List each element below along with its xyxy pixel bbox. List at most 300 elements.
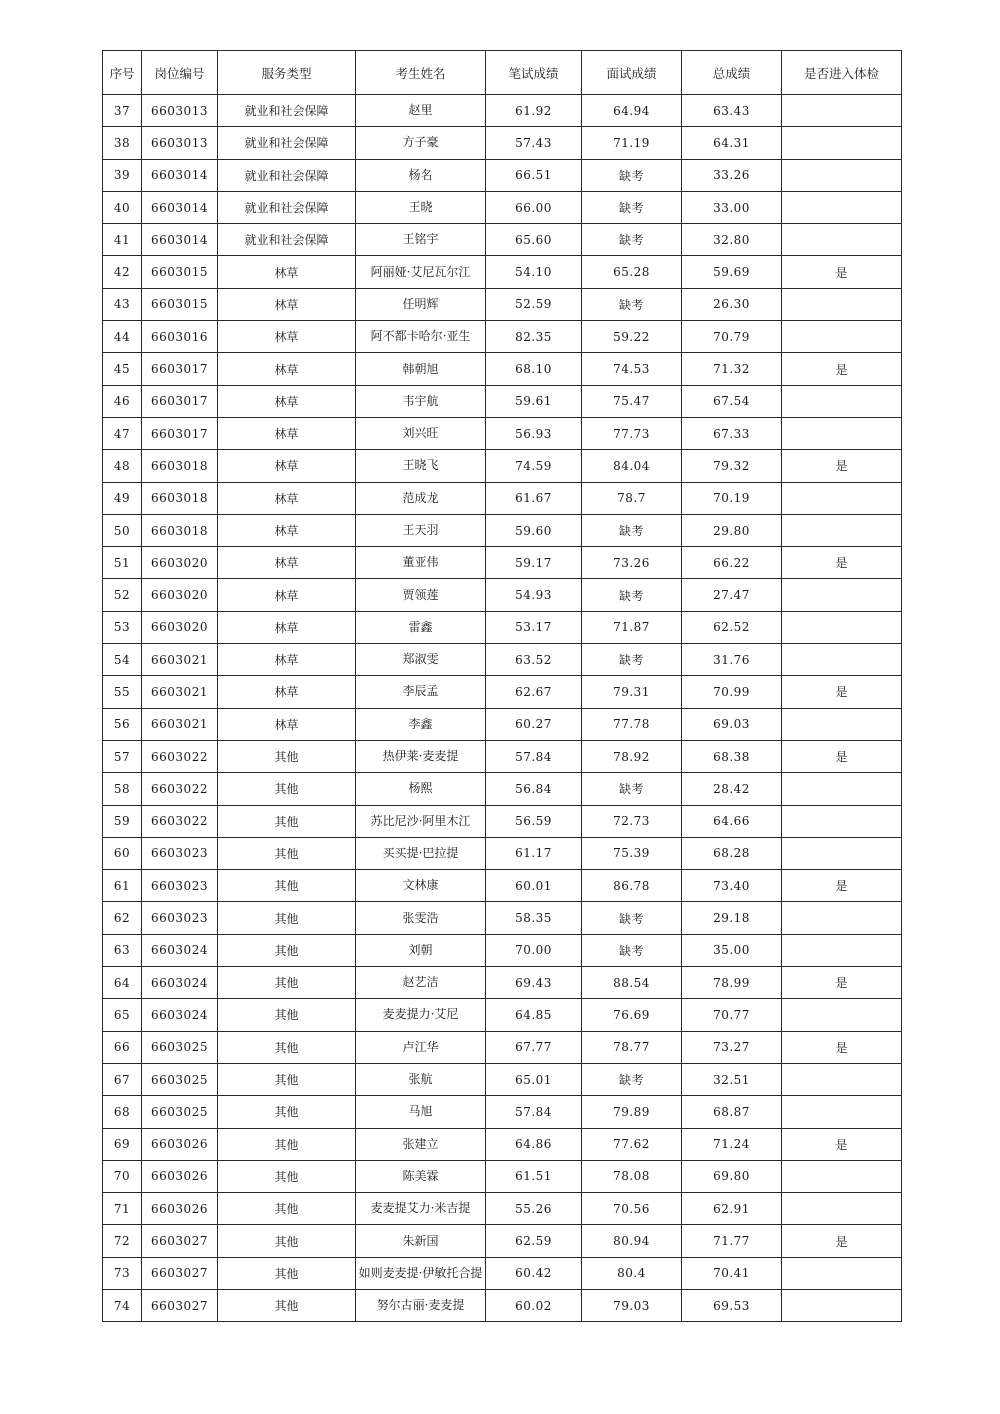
cell-candidate-name: 努尔古丽·麦麦提 [356, 1289, 486, 1321]
cell-position-code: 6603018 [142, 450, 218, 482]
cell-position-code: 6603026 [142, 1193, 218, 1225]
header-position-code: 岗位编号 [142, 51, 218, 95]
cell-candidate-name: 董亚伟 [356, 547, 486, 579]
table-row [103, 999, 902, 1031]
header-service-type: 服务类型 [218, 51, 356, 95]
cell-interview-score: 75.47 [582, 385, 682, 417]
cell-total-score: 71.32 [682, 353, 782, 385]
table-row [103, 514, 902, 546]
cell-written-score: 56.84 [486, 773, 582, 805]
cell-interview-score: 88.54 [582, 967, 682, 999]
cell-position-code: 6603023 [142, 837, 218, 869]
table-row [103, 1063, 902, 1095]
cell-total-score: 62.52 [682, 611, 782, 643]
cell-interview-score: 77.62 [582, 1128, 682, 1160]
header-candidate-name: 考生姓名 [356, 51, 486, 95]
table-header-row [103, 51, 902, 95]
cell-physical-exam: 是 [782, 1128, 902, 1160]
cell-physical-exam [782, 288, 902, 320]
cell-candidate-name: 方子豪 [356, 127, 486, 159]
cell-total-score: 73.27 [682, 1031, 782, 1063]
cell-interview-score: 缺考 [582, 159, 682, 191]
cell-interview-score: 缺考 [582, 773, 682, 805]
cell-written-score: 66.51 [486, 159, 582, 191]
cell-physical-exam [782, 1160, 902, 1192]
cell-interview-score: 79.31 [582, 676, 682, 708]
header-interview-score: 面试成绩 [582, 51, 682, 95]
cell-physical-exam [782, 708, 902, 740]
cell-written-score: 64.86 [486, 1128, 582, 1160]
cell-physical-exam: 是 [782, 353, 902, 385]
cell-interview-score: 73.26 [582, 547, 682, 579]
cell-position-code: 6603021 [142, 708, 218, 740]
cell-total-score: 70.77 [682, 999, 782, 1031]
cell-candidate-name: 雷鑫 [356, 611, 486, 643]
cell-service-type: 其他 [218, 1193, 356, 1225]
cell-service-type: 其他 [218, 902, 356, 934]
cell-candidate-name: 麦麦提艾力·米吉提 [356, 1193, 486, 1225]
cell-index: 58 [103, 773, 142, 805]
cell-service-type: 其他 [218, 773, 356, 805]
cell-index: 38 [103, 127, 142, 159]
cell-index: 61 [103, 870, 142, 902]
cell-index: 59 [103, 805, 142, 837]
cell-index: 60 [103, 837, 142, 869]
cell-physical-exam [782, 95, 902, 127]
cell-interview-score: 72.73 [582, 805, 682, 837]
cell-written-score: 65.01 [486, 1063, 582, 1095]
cell-total-score: 64.66 [682, 805, 782, 837]
cell-physical-exam: 是 [782, 1225, 902, 1257]
cell-position-code: 6603021 [142, 644, 218, 676]
cell-written-score: 61.67 [486, 482, 582, 514]
cell-position-code: 6603013 [142, 127, 218, 159]
cell-written-score: 53.17 [486, 611, 582, 643]
cell-position-code: 6603023 [142, 870, 218, 902]
cell-service-type: 其他 [218, 967, 356, 999]
table-row [103, 1031, 902, 1063]
table-row [103, 1096, 902, 1128]
cell-total-score: 70.99 [682, 676, 782, 708]
cell-index: 45 [103, 353, 142, 385]
cell-index: 57 [103, 740, 142, 772]
table-row [103, 1225, 902, 1257]
cell-written-score: 74.59 [486, 450, 582, 482]
cell-interview-score: 缺考 [582, 288, 682, 320]
cell-total-score: 68.28 [682, 837, 782, 869]
cell-written-score: 59.60 [486, 514, 582, 546]
cell-position-code: 6603016 [142, 321, 218, 353]
cell-candidate-name: 赵艺洁 [356, 967, 486, 999]
cell-physical-exam: 是 [782, 870, 902, 902]
table-row [103, 191, 902, 223]
table-row [103, 1128, 902, 1160]
cell-index: 46 [103, 385, 142, 417]
cell-total-score: 68.38 [682, 740, 782, 772]
cell-physical-exam [782, 999, 902, 1031]
table-row [103, 256, 902, 288]
cell-total-score: 27.47 [682, 579, 782, 611]
cell-candidate-name: 张航 [356, 1063, 486, 1095]
table-row [103, 450, 902, 482]
cell-physical-exam: 是 [782, 450, 902, 482]
cell-interview-score: 缺考 [582, 514, 682, 546]
cell-candidate-name: 阿不都卡哈尔·亚生 [356, 321, 486, 353]
cell-index: 65 [103, 999, 142, 1031]
table-row [103, 837, 902, 869]
cell-position-code: 6603015 [142, 256, 218, 288]
cell-total-score: 64.31 [682, 127, 782, 159]
cell-interview-score: 70.56 [582, 1193, 682, 1225]
cell-physical-exam: 是 [782, 967, 902, 999]
cell-physical-exam [782, 482, 902, 514]
header-written-score: 笔试成绩 [486, 51, 582, 95]
cell-position-code: 6603025 [142, 1096, 218, 1128]
cell-written-score: 62.67 [486, 676, 582, 708]
cell-written-score: 56.93 [486, 417, 582, 449]
cell-written-score: 57.84 [486, 740, 582, 772]
cell-physical-exam [782, 644, 902, 676]
cell-total-score: 69.80 [682, 1160, 782, 1192]
cell-service-type: 林草 [218, 353, 356, 385]
cell-index: 67 [103, 1063, 142, 1095]
cell-written-score: 56.59 [486, 805, 582, 837]
cell-position-code: 6603020 [142, 547, 218, 579]
cell-index: 44 [103, 321, 142, 353]
cell-index: 62 [103, 902, 142, 934]
cell-total-score: 35.00 [682, 934, 782, 966]
cell-position-code: 6603027 [142, 1225, 218, 1257]
cell-written-score: 57.84 [486, 1096, 582, 1128]
cell-position-code: 6603022 [142, 773, 218, 805]
cell-interview-score: 64.94 [582, 95, 682, 127]
cell-candidate-name: 卢江华 [356, 1031, 486, 1063]
cell-physical-exam [782, 773, 902, 805]
cell-physical-exam: 是 [782, 740, 902, 772]
cell-total-score: 78.99 [682, 967, 782, 999]
cell-index: 68 [103, 1096, 142, 1128]
cell-interview-score: 80.94 [582, 1225, 682, 1257]
cell-service-type: 其他 [218, 1289, 356, 1321]
table-row [103, 870, 902, 902]
cell-interview-score: 86.78 [582, 870, 682, 902]
cell-total-score: 33.26 [682, 159, 782, 191]
table-row [103, 1289, 902, 1321]
cell-position-code: 6603015 [142, 288, 218, 320]
cell-interview-score: 65.28 [582, 256, 682, 288]
cell-physical-exam: 是 [782, 1031, 902, 1063]
cell-physical-exam [782, 579, 902, 611]
cell-interview-score: 缺考 [582, 902, 682, 934]
cell-candidate-name: 杨熙 [356, 773, 486, 805]
cell-total-score: 69.53 [682, 1289, 782, 1321]
cell-service-type: 林草 [218, 644, 356, 676]
cell-written-score: 67.77 [486, 1031, 582, 1063]
cell-service-type: 其他 [218, 1257, 356, 1289]
cell-physical-exam [782, 1193, 902, 1225]
cell-position-code: 6603014 [142, 224, 218, 256]
cell-position-code: 6603014 [142, 191, 218, 223]
cell-physical-exam [782, 934, 902, 966]
cell-total-score: 79.32 [682, 450, 782, 482]
table-row [103, 934, 902, 966]
cell-interview-score: 缺考 [582, 1063, 682, 1095]
table-row [103, 353, 902, 385]
cell-candidate-name: 朱新国 [356, 1225, 486, 1257]
cell-physical-exam [782, 514, 902, 546]
cell-total-score: 67.33 [682, 417, 782, 449]
cell-written-score: 82.35 [486, 321, 582, 353]
cell-index: 63 [103, 934, 142, 966]
cell-index: 70 [103, 1160, 142, 1192]
cell-written-score: 55.26 [486, 1193, 582, 1225]
cell-interview-score: 79.89 [582, 1096, 682, 1128]
cell-index: 39 [103, 159, 142, 191]
cell-interview-score: 80.4 [582, 1257, 682, 1289]
cell-service-type: 林草 [218, 514, 356, 546]
cell-interview-score: 77.73 [582, 417, 682, 449]
cell-physical-exam [782, 159, 902, 191]
cell-service-type: 其他 [218, 1160, 356, 1192]
cell-total-score: 26.30 [682, 288, 782, 320]
cell-total-score: 71.77 [682, 1225, 782, 1257]
table-row [103, 740, 902, 772]
cell-index: 66 [103, 1031, 142, 1063]
cell-position-code: 6603026 [142, 1160, 218, 1192]
cell-service-type: 其他 [218, 1031, 356, 1063]
cell-candidate-name: 郑淑雯 [356, 644, 486, 676]
cell-physical-exam [782, 1257, 902, 1289]
cell-written-score: 68.10 [486, 353, 582, 385]
cell-written-score: 64.85 [486, 999, 582, 1031]
cell-written-score: 70.00 [486, 934, 582, 966]
cell-index: 50 [103, 514, 142, 546]
cell-index: 53 [103, 611, 142, 643]
cell-candidate-name: 苏比尼沙·阿里木江 [356, 805, 486, 837]
cell-physical-exam [782, 191, 902, 223]
cell-position-code: 6603022 [142, 805, 218, 837]
cell-index: 56 [103, 708, 142, 740]
table-row [103, 967, 902, 999]
score-table [102, 50, 902, 1322]
cell-service-type: 林草 [218, 321, 356, 353]
table-row [103, 321, 902, 353]
cell-interview-score: 78.7 [582, 482, 682, 514]
cell-position-code: 6603020 [142, 611, 218, 643]
cell-candidate-name: 阿丽娅·艾尼瓦尔江 [356, 256, 486, 288]
cell-physical-exam [782, 385, 902, 417]
cell-service-type: 就业和社会保障 [218, 95, 356, 127]
cell-written-score: 61.92 [486, 95, 582, 127]
cell-service-type: 就业和社会保障 [218, 224, 356, 256]
cell-total-score: 67.54 [682, 385, 782, 417]
cell-position-code: 6603022 [142, 740, 218, 772]
cell-position-code: 6603023 [142, 902, 218, 934]
cell-index: 74 [103, 1289, 142, 1321]
table-row [103, 902, 902, 934]
cell-total-score: 68.87 [682, 1096, 782, 1128]
cell-service-type: 林草 [218, 385, 356, 417]
cell-index: 40 [103, 191, 142, 223]
cell-interview-score: 84.04 [582, 450, 682, 482]
cell-interview-score: 缺考 [582, 224, 682, 256]
cell-candidate-name: 王晓飞 [356, 450, 486, 482]
cell-index: 64 [103, 967, 142, 999]
cell-index: 71 [103, 1193, 142, 1225]
cell-service-type: 其他 [218, 1225, 356, 1257]
cell-total-score: 59.69 [682, 256, 782, 288]
cell-service-type: 其他 [218, 837, 356, 869]
cell-candidate-name: 刘朝 [356, 934, 486, 966]
table-row [103, 676, 902, 708]
cell-written-score: 59.61 [486, 385, 582, 417]
cell-physical-exam: 是 [782, 256, 902, 288]
cell-physical-exam: 是 [782, 676, 902, 708]
cell-interview-score: 79.03 [582, 1289, 682, 1321]
cell-position-code: 6603018 [142, 514, 218, 546]
cell-total-score: 70.19 [682, 482, 782, 514]
cell-candidate-name: 热伊莱·麦麦提 [356, 740, 486, 772]
cell-physical-exam [782, 127, 902, 159]
cell-total-score: 69.03 [682, 708, 782, 740]
cell-position-code: 6603013 [142, 95, 218, 127]
table-row [103, 611, 902, 643]
cell-written-score: 60.01 [486, 870, 582, 902]
cell-interview-score: 71.87 [582, 611, 682, 643]
cell-interview-score: 78.77 [582, 1031, 682, 1063]
table-row [103, 644, 902, 676]
cell-total-score: 62.91 [682, 1193, 782, 1225]
table-row [103, 159, 902, 191]
cell-total-score: 33.00 [682, 191, 782, 223]
cell-position-code: 6603024 [142, 999, 218, 1031]
cell-total-score: 73.40 [682, 870, 782, 902]
table-row [103, 417, 902, 449]
cell-index: 69 [103, 1128, 142, 1160]
cell-candidate-name: 李辰孟 [356, 676, 486, 708]
cell-position-code: 6603024 [142, 934, 218, 966]
cell-index: 47 [103, 417, 142, 449]
cell-index: 43 [103, 288, 142, 320]
cell-index: 41 [103, 224, 142, 256]
cell-total-score: 70.79 [682, 321, 782, 353]
cell-interview-score: 78.08 [582, 1160, 682, 1192]
cell-service-type: 其他 [218, 1128, 356, 1160]
table-row [103, 547, 902, 579]
cell-candidate-name: 王天羽 [356, 514, 486, 546]
cell-physical-exam [782, 321, 902, 353]
cell-candidate-name: 任明辉 [356, 288, 486, 320]
cell-position-code: 6603017 [142, 353, 218, 385]
cell-written-score: 54.10 [486, 256, 582, 288]
cell-total-score: 71.24 [682, 1128, 782, 1160]
cell-written-score: 54.93 [486, 579, 582, 611]
cell-index: 54 [103, 644, 142, 676]
cell-physical-exam [782, 224, 902, 256]
cell-written-score: 69.43 [486, 967, 582, 999]
header-total-score: 总成绩 [682, 51, 782, 95]
cell-candidate-name: 范成龙 [356, 482, 486, 514]
cell-candidate-name: 如则麦麦提·伊敏托合提 [356, 1257, 486, 1289]
cell-written-score: 60.27 [486, 708, 582, 740]
cell-total-score: 70.41 [682, 1257, 782, 1289]
cell-service-type: 林草 [218, 482, 356, 514]
cell-candidate-name: 麦麦提力·艾尼 [356, 999, 486, 1031]
table-body [103, 95, 902, 1322]
cell-service-type: 其他 [218, 805, 356, 837]
cell-total-score: 31.76 [682, 644, 782, 676]
cell-service-type: 就业和社会保障 [218, 191, 356, 223]
cell-candidate-name: 韩朝旭 [356, 353, 486, 385]
cell-service-type: 林草 [218, 256, 356, 288]
cell-physical-exam [782, 837, 902, 869]
cell-physical-exam [782, 902, 902, 934]
cell-index: 51 [103, 547, 142, 579]
cell-service-type: 林草 [218, 417, 356, 449]
cell-interview-score: 76.69 [582, 999, 682, 1031]
table-row [103, 1193, 902, 1225]
cell-candidate-name: 杨名 [356, 159, 486, 191]
cell-candidate-name: 李鑫 [356, 708, 486, 740]
cell-candidate-name: 刘兴旺 [356, 417, 486, 449]
table-row [103, 1257, 902, 1289]
table-row [103, 95, 902, 127]
cell-candidate-name: 贾领莲 [356, 579, 486, 611]
cell-written-score: 65.60 [486, 224, 582, 256]
cell-service-type: 林草 [218, 676, 356, 708]
cell-written-score: 58.35 [486, 902, 582, 934]
cell-candidate-name: 张建立 [356, 1128, 486, 1160]
cell-written-score: 60.02 [486, 1289, 582, 1321]
cell-interview-score: 缺考 [582, 579, 682, 611]
cell-position-code: 6603025 [142, 1063, 218, 1095]
cell-interview-score: 缺考 [582, 644, 682, 676]
cell-total-score: 29.18 [682, 902, 782, 934]
cell-index: 72 [103, 1225, 142, 1257]
cell-position-code: 6603020 [142, 579, 218, 611]
cell-service-type: 其他 [218, 934, 356, 966]
cell-position-code: 6603018 [142, 482, 218, 514]
cell-position-code: 6603017 [142, 385, 218, 417]
cell-written-score: 62.59 [486, 1225, 582, 1257]
table-row [103, 708, 902, 740]
cell-written-score: 61.17 [486, 837, 582, 869]
cell-candidate-name: 赵里 [356, 95, 486, 127]
cell-written-score: 60.42 [486, 1257, 582, 1289]
cell-physical-exam [782, 611, 902, 643]
cell-position-code: 6603025 [142, 1031, 218, 1063]
cell-total-score: 28.42 [682, 773, 782, 805]
cell-total-score: 32.80 [682, 224, 782, 256]
cell-interview-score: 59.22 [582, 321, 682, 353]
cell-written-score: 57.43 [486, 127, 582, 159]
cell-index: 73 [103, 1257, 142, 1289]
table-row [103, 482, 902, 514]
table-row [103, 127, 902, 159]
cell-service-type: 林草 [218, 288, 356, 320]
cell-index: 55 [103, 676, 142, 708]
cell-candidate-name: 王铭宇 [356, 224, 486, 256]
cell-candidate-name: 张雯浩 [356, 902, 486, 934]
cell-written-score: 59.17 [486, 547, 582, 579]
cell-interview-score: 77.78 [582, 708, 682, 740]
cell-service-type: 林草 [218, 708, 356, 740]
header-physical-exam: 是否进入体检 [782, 51, 902, 95]
table-row [103, 288, 902, 320]
cell-service-type: 就业和社会保障 [218, 127, 356, 159]
cell-physical-exam [782, 417, 902, 449]
cell-index: 37 [103, 95, 142, 127]
